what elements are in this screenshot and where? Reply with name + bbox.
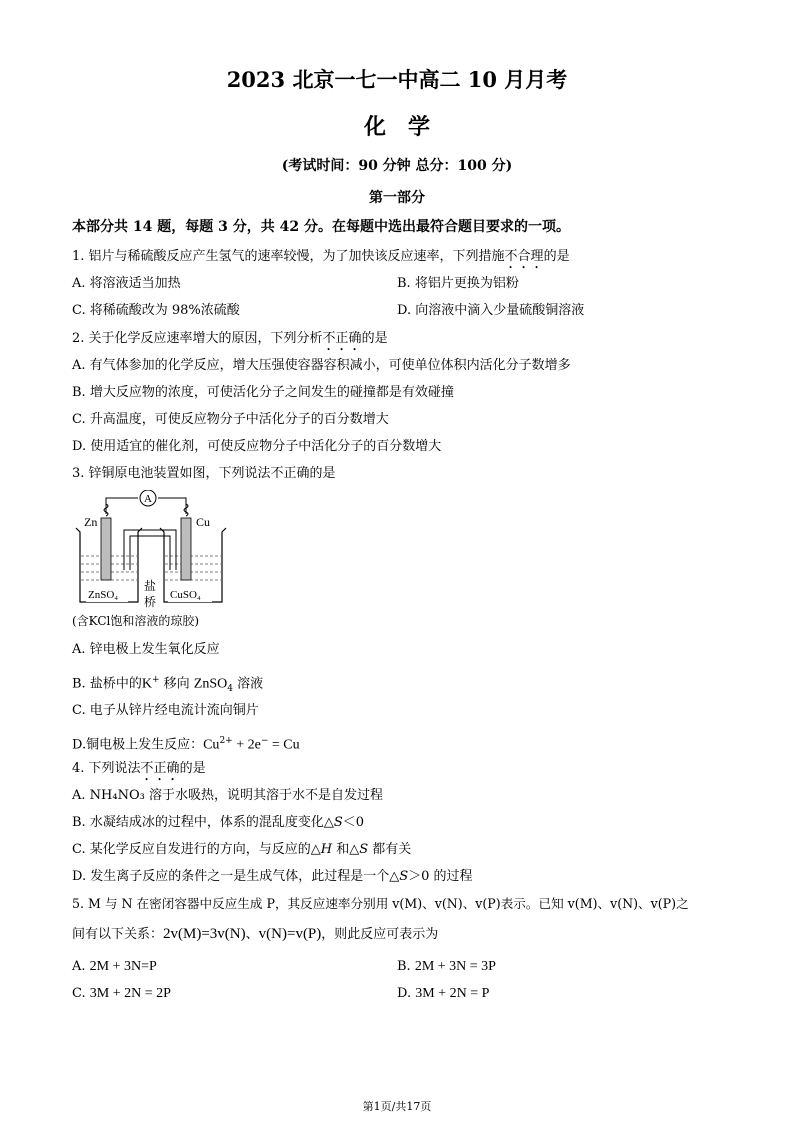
q3-option-a: A. 锌电极上发生氧化反应	[72, 642, 220, 657]
q3-option-c: C. 电子从锌片经电流计流向铜片	[72, 703, 259, 718]
exam-title: 2023 北京一七一中高二 10 月月考	[226, 67, 568, 92]
zn-label: Zn	[84, 515, 98, 529]
q2-option-a: A. 有气体参加的化学反应，增大压强使容器容积减小，可使单位体积内活化分子数增多	[72, 358, 571, 373]
q5-option-c: C. 3M + 2N = 2P	[72, 986, 171, 1001]
q2-option-b: B. 增大反应物的浓度，可使活化分子之间发生的碰撞都是有效碰撞	[72, 385, 454, 400]
q5-option-d: D. 3M + 2N = P	[397, 986, 490, 1001]
q2-option-d: D. 使用适宜的催化剂，可使反应物分子中活化分子的百分数增大	[72, 439, 442, 454]
right-wire	[158, 498, 186, 514]
galvanic-cell-diagram	[72, 490, 232, 610]
q5-stem-line2: 间有以下关系：2v(M)=3v(N)、v(N)=v(P)，则此反应可表示为	[72, 926, 439, 942]
q5-relation-1: 2v(M)=3v(N)	[163, 926, 246, 942]
q5-option-a: A. 2M + 3N=P	[72, 959, 157, 974]
page-footer: 第1页/共17页	[362, 1100, 432, 1113]
right-solution-lines	[165, 556, 221, 580]
q4-option-c: C. 某化学反应自发进行的方向，与反应的△H 和△S 都有关	[72, 842, 412, 857]
part-heading: 第一部分	[369, 190, 425, 206]
subject-title: 化 学	[363, 114, 430, 140]
q5-option-b: B. 2M + 3N = 3P	[397, 959, 496, 974]
q1-stem: 1. 铝片与稀硫酸反应产生氢气的速率较慢，为了加快该反应速率，下列措施不合理的是	[72, 249, 570, 264]
q1-option-d: D. 向溶液中滴入少量硫酸铜溶液	[397, 303, 585, 318]
znso4-label: ZnSO₄	[88, 589, 119, 601]
q4-stem: 4. 下列说法不正确的是	[72, 761, 206, 776]
exam-info: (考试时间：90 分钟 总分：100 分)	[281, 158, 513, 174]
copper-electrode	[181, 518, 191, 580]
zinc-electrode	[101, 518, 111, 580]
galvanic-cell-figure	[72, 490, 232, 610]
q2-emphasis: 不正确	[322, 331, 362, 346]
q4-option-d: D. 发生离子反应的条件之一是生成气体，此过程是一个△S＞0 的过程	[72, 869, 473, 884]
diagram-caption: (含KCl饱和溶液的琼胶)	[72, 614, 200, 628]
q4-emphasis: 不正确	[140, 761, 180, 776]
q2-option-c: C. 升高温度，可使反应物分子中活化分子的百分数增大	[72, 412, 389, 427]
q3-stem: 3. 锌铜原电池装置如图，下列说法不正确的是	[72, 466, 336, 481]
q4-option-a: A. NH₄NO₃ 溶于水吸热，说明其溶于水不是自发过程	[72, 788, 383, 803]
q3-option-b: B. 盐桥中的K+ 移向 ZnSO$_4$ 溶液	[72, 675, 264, 694]
q5-relation-2: v(N)=v(P)	[258, 926, 322, 942]
cu-label: Cu	[196, 515, 211, 529]
instructions: 本部分共 14 题，每题 3 分，共 42 分。在每题中选出最符合题目要求的一项。	[72, 219, 570, 235]
q3-option-d: D.铜电极上发生反应：$Cu^{2+} + 2e^- = Cu$	[72, 736, 300, 753]
cuso4-label: CuSO₄	[170, 589, 201, 601]
ammeter-label: A	[144, 493, 152, 505]
q5-stem-line1: 5. M 与 N 在密闭容器中反应生成 P，其反应速率分别用 v(M)、v(N)、v(P)表示。已知 v(M)、v(N)、v(P)之	[72, 896, 689, 911]
salt-bridge-label-2: 桥	[144, 595, 157, 609]
left-wire	[106, 498, 138, 514]
salt-bridge-label-1: 盐	[144, 579, 157, 593]
q1-option-a: A. 将溶液适当加热	[72, 276, 181, 291]
q1-emphasis: 不合理	[504, 249, 544, 264]
q4-option-b: B. 水凝结成冰的过程中，体系的混乱度变化△S＜0	[72, 815, 365, 830]
q1-option-b: B. 将铝片更换为铝粉	[397, 276, 519, 291]
q2-stem: 2. 关于化学反应速率增大的原因，下列分析不正确的是	[72, 331, 388, 346]
q1-option-c: C. 将稀硫酸改为 98%浓硫酸	[72, 303, 240, 318]
